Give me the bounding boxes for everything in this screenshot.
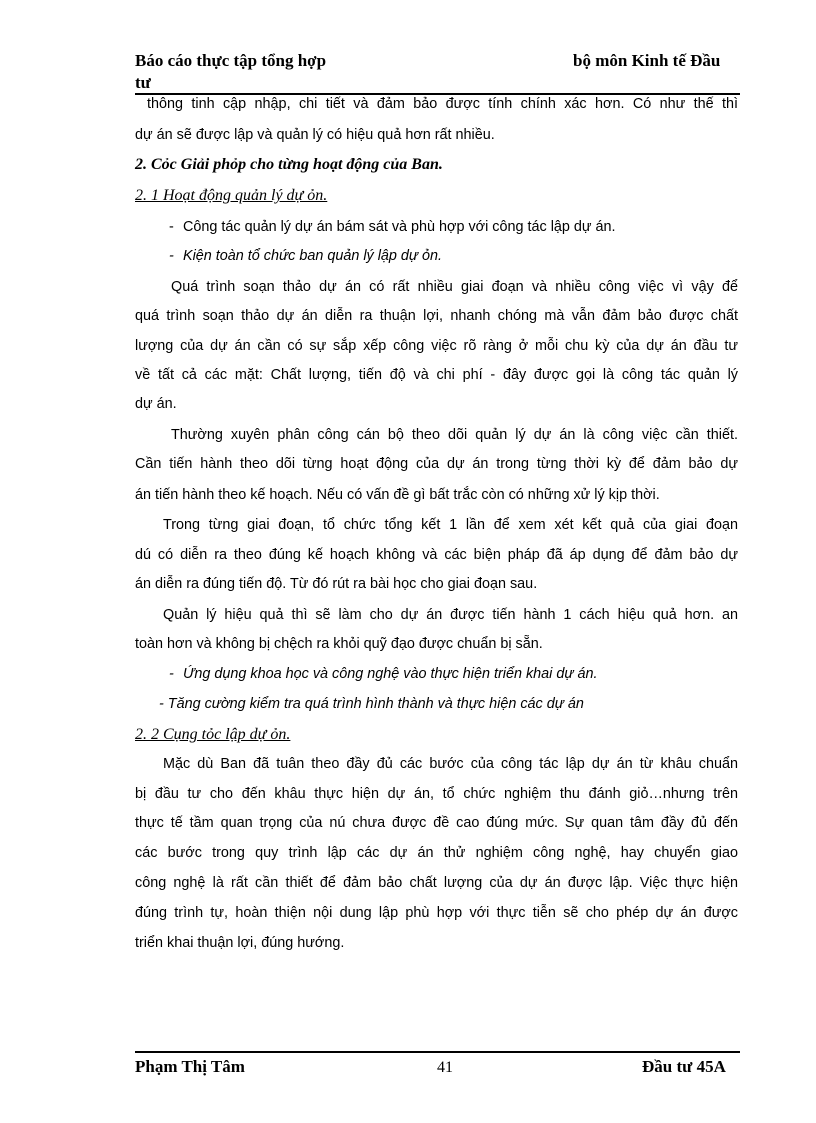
paragraph-line: triển khai thuận lợi, đúng hướng.: [135, 935, 345, 951]
paragraph-line: Cần tiến hành theo dõi từng hoạt động của dự án trong từng thời kỳ để đảm bảo dự: [135, 456, 738, 472]
paragraph-line: án tiến hành theo kế hoạch. Nếu có vấn đề gì bất trắc còn có những xử lý kịp thời.: [135, 487, 660, 503]
subsection-heading: 2. 1 Hoạt động quản lý dự ỏn.: [135, 187, 328, 204]
paragraph-line: đúng trình tự, hoàn thiện nội dung lập phù hợp với thực tiễn sẽ cho phép dự án được: [135, 905, 738, 921]
paragraph-line: quá trình soạn thảo dự án diễn ra thuận lợi, nhanh chóng mà vẫn đảm bảo được chất: [135, 308, 738, 324]
bullet-icon: -: [169, 666, 174, 682]
header-title-line1: Báo cáo thực tập tổng hợp: [135, 51, 327, 70]
paragraph-line: dự án sẽ được lập và quản lý có hiệu quả hơn rất nhiều.: [135, 127, 495, 143]
bullet-icon: -: [169, 248, 174, 264]
paragraph-line: lượng của dự án cần có sự sắp xếp công việc rõ ràng ở mỗi chu kỳ của dự án đầu tư: [135, 338, 738, 354]
footer-author: Phạm Thị Tâm: [135, 1057, 245, 1076]
paragraph-line: thông tinh cập nhập, chi tiết và đảm bảo được tính chính xác hơn. Có như thế thì: [147, 96, 738, 112]
paragraph-line: Thường xuyên phân công cán bộ theo dõi quản lý dự án là công việc cần thiết.: [171, 427, 738, 443]
subsection-heading: 2. 2 Cụng tỏc lập dự ỏn.: [135, 726, 291, 743]
list-item-text: Ứng dụng khoa học và công nghệ vào thực hiện triển khai dự án.: [183, 666, 598, 682]
paragraph-line: các bước trong quy trình lập các dự án thử nghiệm công nghệ, hay chuyển giao: [135, 845, 738, 861]
footer-class: Đầu tư 45A: [642, 1057, 726, 1076]
header-department: bộ môn Kinh tế Đầu: [573, 51, 721, 70]
header-left: [135, 50, 326, 94]
paragraph-line: Trong từng giai đoạn, tổ chức tổng kết 1 lần để xem xét kết quả của giai đoạn: [163, 517, 738, 533]
paragraph-line: án diễn ra đúng tiến độ. Từ đó rút ra bài học cho giai đoạn sau.: [135, 576, 538, 592]
list-item: - Tăng cường kiểm tra quá trình hình thành và thực hiện các dự án: [159, 696, 584, 712]
paragraph-line: dự án.: [135, 396, 177, 412]
paragraph-line: về tất cả các mặt: Chất lượng, tiến độ và chi phí - đây được gọi là công tác quản lý: [135, 367, 738, 383]
page-number: 41: [437, 1059, 453, 1076]
paragraph-line: dú có diễn ra theo đúng kế hoạch không và các biện pháp đã áp dụng để đảm bảo dự: [135, 547, 738, 563]
footer-rule: [135, 1051, 740, 1053]
paragraph-line: thực tế tầm quan trọng của nú chưa được đề cao đúng mức. Sự quan tâm đầy đủ đến: [135, 815, 738, 831]
paragraph-line: bị đầu tư cho đến khâu thực hiện dự án, tổ chức nghiệm thu đánh giỏ…nhưng trên: [135, 786, 738, 802]
section-heading: 2. Cỏc Giải phỏp cho từng hoạt động của Ban.: [135, 156, 443, 173]
list-item-text: Công tác quản lý dự án bám sát và phù hợp với công tác lập dự án.: [183, 219, 616, 235]
paragraph-line: toàn hơn và không bị chệch ra khỏi quỹ đạo được chuẩn bị sẵn.: [135, 636, 543, 652]
bullet-icon: -: [169, 219, 174, 235]
paragraph-line: Quản lý hiệu quả thì sẽ làm cho dự án được tiến hành 1 cách hiệu quả hơn. an: [163, 607, 738, 623]
paragraph-line: Quá trình soạn thảo dự án có rất nhiều giai đoạn và nhiều công việc vì vậy để: [171, 279, 738, 295]
paragraph-line: Mặc dù Ban đã tuân theo đầy đủ các bước của công tác lập dự án từ khâu chuẩn: [163, 756, 738, 772]
header-title-line2: tư: [135, 73, 151, 92]
list-item-text: Kiện toàn tổ chức ban quản lý lập dự ỏn.: [183, 248, 443, 264]
paragraph-line: công nghệ là rất cần thiết để đảm bảo chất lượng của dự án được lập. Việc thực hiện: [135, 875, 738, 891]
